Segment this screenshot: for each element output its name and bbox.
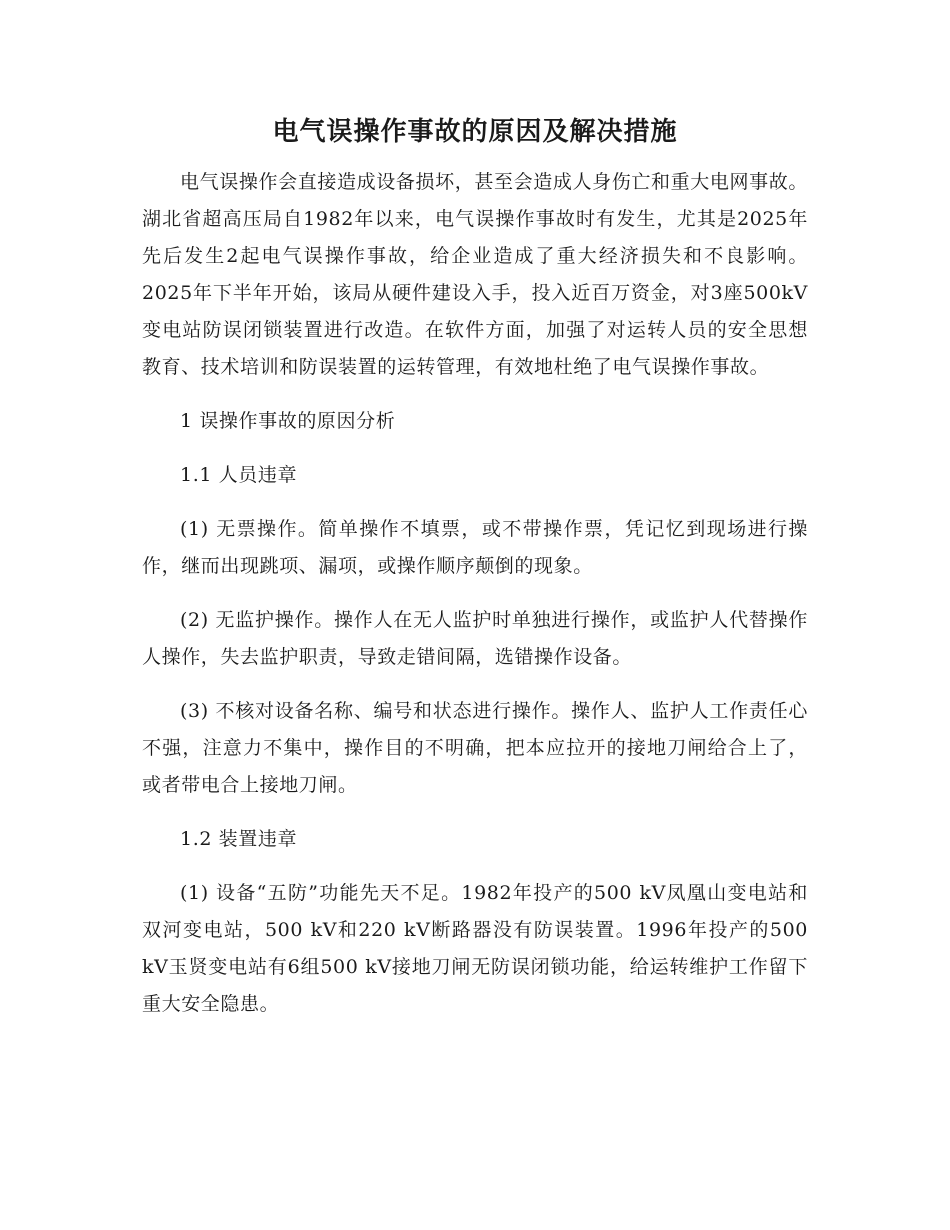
list-item: (1) 设备“五防”功能先天不足。1982年投产的500 kV凤凰山变电站和双河变电站，500 kV和220 kV断路器没有防误装置。1996年投产的500 kV玉贤变电站有6组500 kV接地刀闸无防误闭锁功能，给运转维护工作留下重大安全隐患。 (142, 882, 808, 1015)
document-title: 电气误操作事故的原因及解决措施 (272, 117, 678, 147)
list-item: (1) 无票操作。简单操作不填票，或不带操作票，凭记忆到现场进行操作，继而出现跳项、漏项，或操作顺序颠倒的现象。 (142, 518, 808, 577)
list-item: (2) 无监护操作。操作人在无人监护时单独进行操作，或监护人代替操作人操作，失去监护职责，导致走错间隔，选错操作设备。 (142, 609, 808, 668)
section-heading-1: 1 误操作事故的原因分析 (180, 410, 396, 432)
subsection-heading-1-1: 1.1 人员违章 (180, 464, 298, 486)
document-body (142, 164, 808, 1040)
intro-paragraph: 电气误操作会直接造成设备损坏，甚至会造成人身伤亡和重大电网事故。湖北省超高压局自1982年以来，电气误操作事故时有发生，尤其是2025年先后发生2起电气误操作事故，给企业造成了重大经济损失和不良影响。2025年下半年开始，该局从硬件建设入手，投入近百万资金，对3座500kV变电站防误闭锁装置进行改造。在软件方面，加强了对运转人员的安全思想教育、技术培训和防误装置的运转管理，有效地杜绝了电气误操作事故。 (142, 171, 808, 378)
list-item: (3) 不核对设备名称、编号和状态进行操作。操作人、监护人工作责任心不强，注意力不集中，操作目的不明确，把本应拉开的接地刀闸给合上了，或者带电合上接地刀闸。 (142, 700, 808, 796)
subsection-heading-1-2: 1.2 装置违章 (180, 828, 298, 850)
